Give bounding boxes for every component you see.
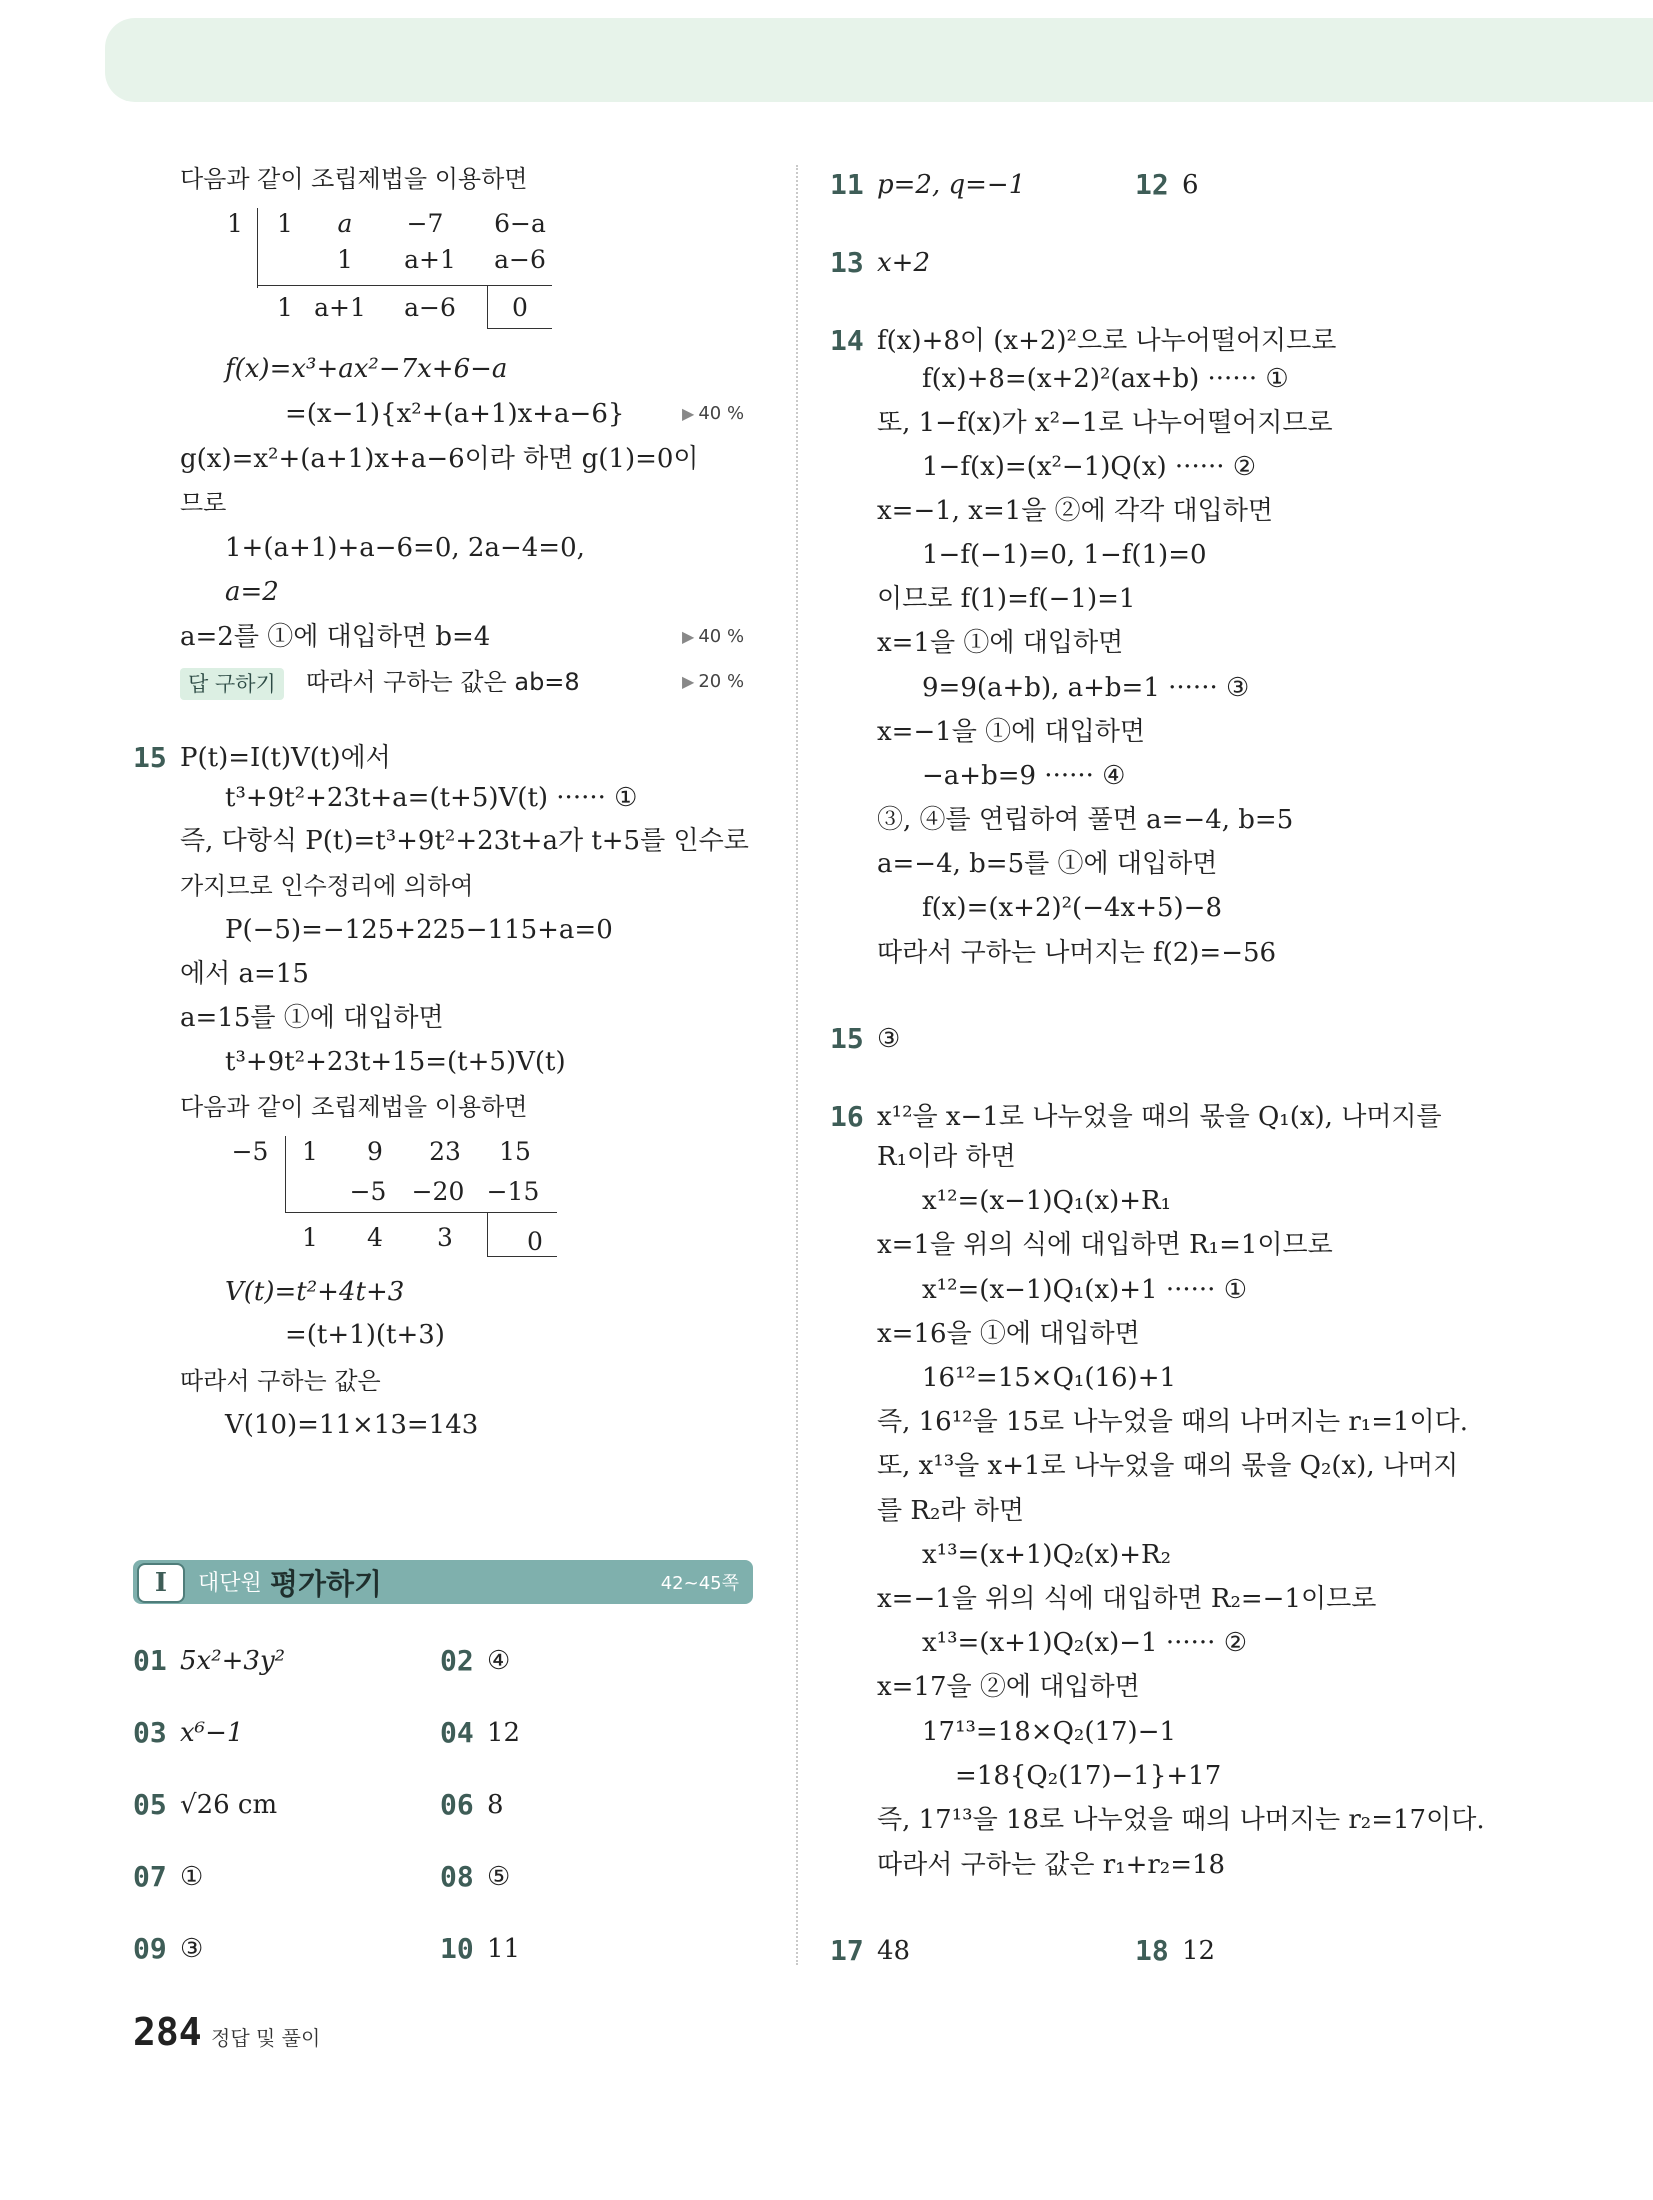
syn-cell: 1 — [277, 209, 293, 238]
answer-number: 06 — [440, 1788, 474, 1821]
syn-cell: a−6 — [404, 293, 456, 322]
text-line: 를 R₂라 하면 — [877, 1496, 1024, 1526]
syn-cell: 23 — [429, 1137, 461, 1166]
equation: x¹²=(x−1)Q₁(x)+1 ······ ① — [922, 1275, 1248, 1305]
syn-cell: 1 — [337, 245, 353, 274]
syn-cell: 4 — [367, 1223, 383, 1252]
answer-number: 12 — [1135, 168, 1169, 201]
text-line: ③, ④를 연립하여 풀면 a=−4, b=5 — [877, 805, 1294, 835]
answer-number: 15 — [830, 1022, 864, 1055]
answer-value: x+2 — [877, 248, 930, 278]
text-line: x=17을 ②에 대입하면 — [877, 1672, 1140, 1702]
equation: x¹³=(x+1)Q₂(x)+R₂ — [922, 1540, 1172, 1570]
answer-number: 04 — [440, 1716, 474, 1749]
equation: 1−f(−1)=0, 1−f(1)=0 — [922, 540, 1207, 570]
text-line: 즉, 17¹³을 18로 나누었을 때의 나머지는 r₂=17이다. — [877, 1805, 1485, 1835]
answer-value: 8 — [487, 1790, 504, 1820]
equation: 9=9(a+b), a+b=1 ······ ③ — [922, 673, 1250, 703]
text-line: 따라서 구하는 나머지는 f(2)=−56 — [877, 938, 1277, 968]
answer-number: 09 — [133, 1932, 167, 1965]
text-line: 즉, 16¹²을 15로 나누었을 때의 나머지는 r₁=1이다. — [877, 1407, 1469, 1437]
syn-cell: −5 — [349, 1177, 387, 1206]
answer-value: 5x²+3y² — [180, 1646, 286, 1676]
text-line: 에서 a=15 — [180, 959, 309, 989]
column-divider — [796, 165, 798, 1965]
answer-value: 12 — [1182, 1936, 1216, 1966]
section-header — [133, 1560, 753, 1604]
syn-box-bottom — [487, 328, 552, 329]
text-line: 므로 — [180, 489, 227, 517]
answer-value: 6 — [1182, 170, 1199, 200]
answer-number: 17 — [830, 1934, 864, 1967]
roman-numeral: I — [137, 1563, 185, 1603]
syn-cell: 15 — [499, 1137, 531, 1166]
text-line: 가지므로 인수정리에 의하여 — [180, 872, 474, 900]
equation: 1+(a+1)+a−6=0, 2a−4=0, — [225, 533, 585, 563]
syn-box-left — [487, 285, 488, 329]
text-line: x=−1을 위의 식에 대입하면 R₂=−1이므로 — [877, 1584, 1377, 1614]
answer-value: 48 — [877, 1936, 911, 1966]
answer-number: 03 — [133, 1716, 167, 1749]
answer-number: 05 — [133, 1788, 167, 1821]
syn-hline — [285, 1212, 557, 1213]
syn-divisor: 1 — [227, 209, 243, 238]
syn-box-bottom — [487, 1256, 557, 1257]
text-line: x=1을 ①에 대입하면 — [877, 628, 1124, 658]
header-banner — [105, 18, 1653, 102]
answer-number: 11 — [830, 168, 864, 201]
triangle-icon: ▶ — [682, 627, 695, 646]
text-line: 또, x¹³을 x+1로 나누었을 때의 몫을 Q₂(x), 나머지 — [877, 1451, 1459, 1481]
text-line: x=1을 위의 식에 대입하면 R₁=1이므로 — [877, 1230, 1333, 1260]
answer-value: ④ — [487, 1646, 511, 1676]
text-line: a=15를 ①에 대입하면 — [180, 1003, 444, 1033]
answer-number: 02 — [440, 1644, 474, 1677]
question-number: 15 — [133, 741, 167, 774]
text-line: x=16을 ①에 대입하면 — [877, 1319, 1140, 1349]
text-line: 따라서 구하는 값은 r₁+r₂=18 — [877, 1850, 1226, 1880]
syn-cell: 6−a — [494, 209, 546, 238]
equation: =(x−1){x²+(a+1)x+a−6} — [285, 399, 625, 429]
answer-number: 01 — [133, 1644, 167, 1677]
text-line: x=−1을 ①에 대입하면 — [877, 717, 1146, 747]
answer-badge: 답 구하기 — [180, 668, 284, 700]
section-label: 대단원 — [198, 1571, 262, 1596]
syn-cell: −20 — [411, 1177, 465, 1206]
score-percent: ▶ 20 % — [682, 671, 745, 692]
text-line: 즉, 다항식 P(t)=t³+9t²+23t+a가 t+5를 인수로 — [180, 826, 749, 856]
text-line: g(x)=x²+(a+1)x+a−6이라 하면 g(1)=0이 — [180, 444, 699, 474]
equation: P(−5)=−125+225−115+a=0 — [225, 915, 613, 945]
syn-vline — [257, 208, 258, 288]
text-line: 이므로 f(1)=f(−1)=1 — [877, 584, 1136, 614]
equation: V(t)=t²+4t+3 — [225, 1277, 405, 1307]
answer-number: 07 — [133, 1860, 167, 1893]
syn-cell: 0 — [527, 1227, 543, 1256]
equation: t³+9t²+23t+15=(t+5)V(t) — [225, 1047, 566, 1077]
text-line: x¹²을 x−1로 나누었을 때의 몫을 Q₁(x), 나머지를 — [877, 1102, 1442, 1132]
equation: =18{Q₂(17)−1}+17 — [955, 1761, 1222, 1791]
score-percent: ▶ 40 % — [682, 626, 745, 647]
equation: 16¹²=15×Q₁(16)+1 — [922, 1363, 1177, 1393]
answer-value: √26 cm — [180, 1790, 278, 1820]
answer-value: p=2, q=−1 — [877, 170, 1026, 200]
text-line: a=−4, b=5를 ①에 대입하면 — [877, 849, 1218, 879]
equation: =(t+1)(t+3) — [285, 1320, 445, 1350]
text-line: 따라서 구하는 값은 — [180, 1367, 381, 1395]
question-number: 14 — [830, 324, 864, 357]
score-percent: ▶ 40 % — [682, 403, 745, 424]
syn-cell: a — [337, 209, 353, 238]
equation: V(10)=11×13=143 — [225, 1410, 479, 1440]
answer-number: 18 — [1135, 1934, 1169, 1967]
answer-value: ③ — [180, 1934, 204, 1964]
question-number: 16 — [830, 1100, 864, 1133]
equation: f(x)=x³+ax²−7x+6−a — [225, 354, 508, 384]
equation: x¹³=(x+1)Q₂(x)−1 ······ ② — [922, 1628, 1248, 1658]
answer-number: 10 — [440, 1932, 474, 1965]
text-line: 다음과 같이 조립제법을 이용하면 — [180, 165, 528, 193]
text-line: P(t)=I(t)V(t)에서 — [180, 743, 391, 773]
answer-value: 11 — [487, 1934, 521, 1964]
text-line: 다음과 같이 조립제법을 이용하면 — [180, 1093, 528, 1121]
page-number: 284 — [133, 2010, 202, 2054]
syn-cell: 0 — [512, 293, 528, 322]
syn-divisor: −5 — [231, 1137, 269, 1166]
answer-value: x⁶−1 — [180, 1718, 244, 1748]
text-line: 따라서 구하는 값은 ab=8 — [306, 668, 580, 696]
syn-hline — [257, 285, 552, 286]
triangle-icon: ▶ — [682, 404, 695, 423]
answer-value: ⑤ — [487, 1862, 511, 1892]
syn-cell: −7 — [406, 209, 444, 238]
syn-cell: 1 — [277, 293, 293, 322]
answer-value: ① — [180, 1862, 204, 1892]
section-title: 평가하기 — [270, 1567, 383, 1601]
answer-number: 08 — [440, 1860, 474, 1893]
text-line: 또, 1−f(x)가 x²−1로 나누어떨어지므로 — [877, 408, 1333, 438]
answer-value: ③ — [877, 1024, 901, 1054]
syn-cell: 1 — [302, 1223, 318, 1252]
equation: f(x)+8=(x+2)²(ax+b) ······ ① — [922, 364, 1289, 394]
syn-cell: a−6 — [494, 245, 546, 274]
answer-value: 12 — [487, 1718, 521, 1748]
triangle-icon: ▶ — [682, 672, 695, 691]
syn-vline — [285, 1136, 286, 1212]
text-line: x=−1, x=1을 ②에 각각 대입하면 — [877, 496, 1274, 526]
text-line: a=2를 ①에 대입하면 b=4 — [180, 622, 491, 652]
text-line: f(x)+8이 (x+2)²으로 나누어떨어지므로 — [877, 326, 1337, 356]
syn-cell: a+1 — [314, 293, 366, 322]
equation: a=2 — [225, 577, 279, 607]
section-pages: 42~45쪽 — [660, 1573, 739, 1594]
syn-box-left — [487, 1212, 488, 1256]
equation: 17¹³=18×Q₂(17)−1 — [922, 1717, 1177, 1747]
equation: t³+9t²+23t+a=(t+5)V(t) ······ ① — [225, 783, 638, 813]
syn-cell: −15 — [486, 1177, 540, 1206]
syn-cell: a+1 — [404, 245, 456, 274]
equation: f(x)=(x+2)²(−4x+5)−8 — [922, 893, 1222, 923]
syn-cell: 3 — [437, 1223, 453, 1252]
footer-label: 정답 및 풀이 — [211, 2026, 321, 2050]
equation: 1−f(x)=(x²−1)Q(x) ······ ② — [922, 452, 1257, 482]
equation: −a+b=9 ······ ④ — [922, 761, 1126, 791]
syn-cell: 1 — [302, 1137, 318, 1166]
equation: x¹²=(x−1)Q₁(x)+R₁ — [922, 1186, 1172, 1216]
syn-cell: 9 — [367, 1137, 383, 1166]
answer-number: 13 — [830, 246, 864, 279]
text-line: R₁이라 하면 — [877, 1142, 1016, 1172]
